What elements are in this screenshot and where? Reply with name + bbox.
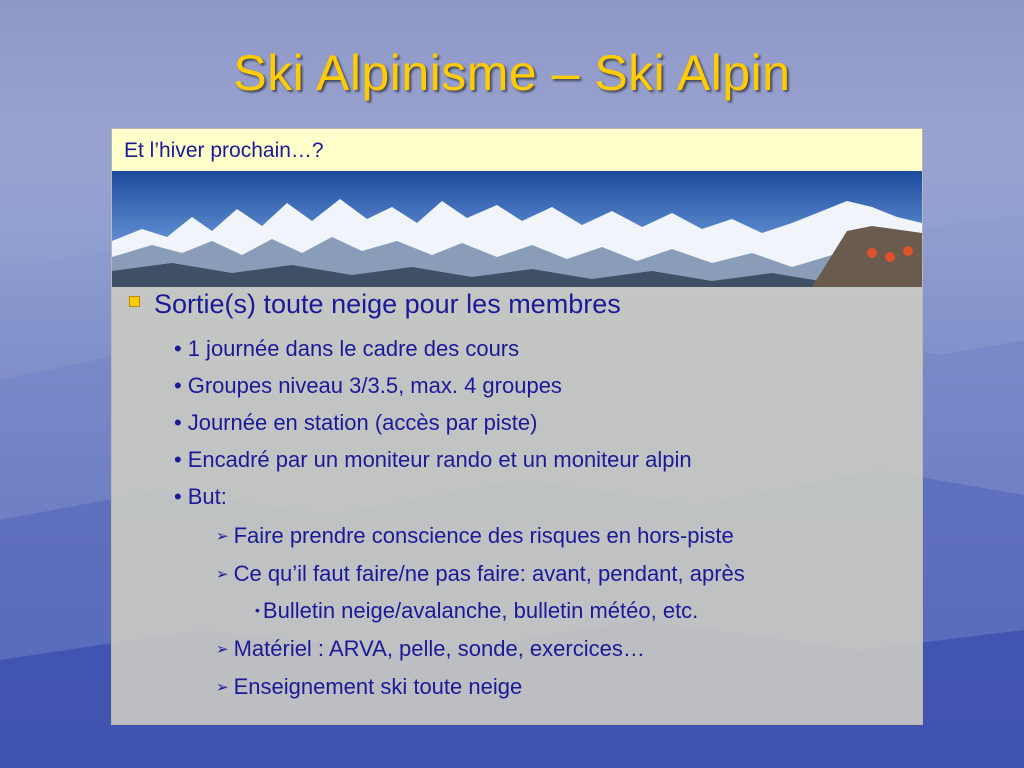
arrow-bullet-icon: ➢: [216, 566, 229, 583]
arrow-bullet-icon: ➢: [216, 528, 229, 545]
list-item: • 1 journée dans le cadre des cours: [174, 336, 520, 361]
dot-bullet-icon: •: [174, 447, 182, 472]
arrow-bullet-icon: ➢: [216, 679, 229, 696]
content-panel: [111, 128, 923, 725]
dot-bullet-icon: •: [174, 373, 182, 398]
dot-bullet-icon: •: [174, 336, 182, 361]
list-item: ➢ Enseignement ski toute neige: [216, 674, 523, 699]
square-bullet-icon: [129, 296, 140, 307]
list-item: • Journée en station (accès par piste): [174, 410, 538, 435]
list-item: ➢ Ce qu’il faut faire/ne pas faire: avant, pendant, après: [216, 561, 745, 586]
dot-bullet-icon: •: [174, 410, 182, 435]
slide-title: Ski Alpinisme – Ski Alpin: [233, 45, 791, 101]
dot-bullet-icon: •: [174, 484, 182, 509]
dot-bullet-icon: •: [255, 602, 260, 618]
list-item: • But:: [174, 484, 227, 509]
list-item: • Encadré par un moniteur rando et un moniteur alpin: [174, 447, 692, 472]
panel-header: [112, 129, 922, 171]
list-item: ➢ Matériel : ARVA, pelle, sonde, exercices…: [216, 636, 645, 661]
arrow-bullet-icon: ➢: [216, 641, 229, 658]
panel-header-text: Et l’hiver prochain…?: [124, 139, 324, 162]
list-item: Sortie(s) toute neige pour les membres: [129, 289, 621, 320]
list-item: ➢ Faire prendre conscience des risques en hors-piste: [216, 523, 734, 548]
list-item: • Groupes niveau 3/3.5, max. 4 groupes: [174, 373, 562, 398]
list-item: • Bulletin neige/avalanche, bulletin météo, etc.: [255, 598, 699, 623]
mountain-panorama-image: [112, 171, 922, 287]
